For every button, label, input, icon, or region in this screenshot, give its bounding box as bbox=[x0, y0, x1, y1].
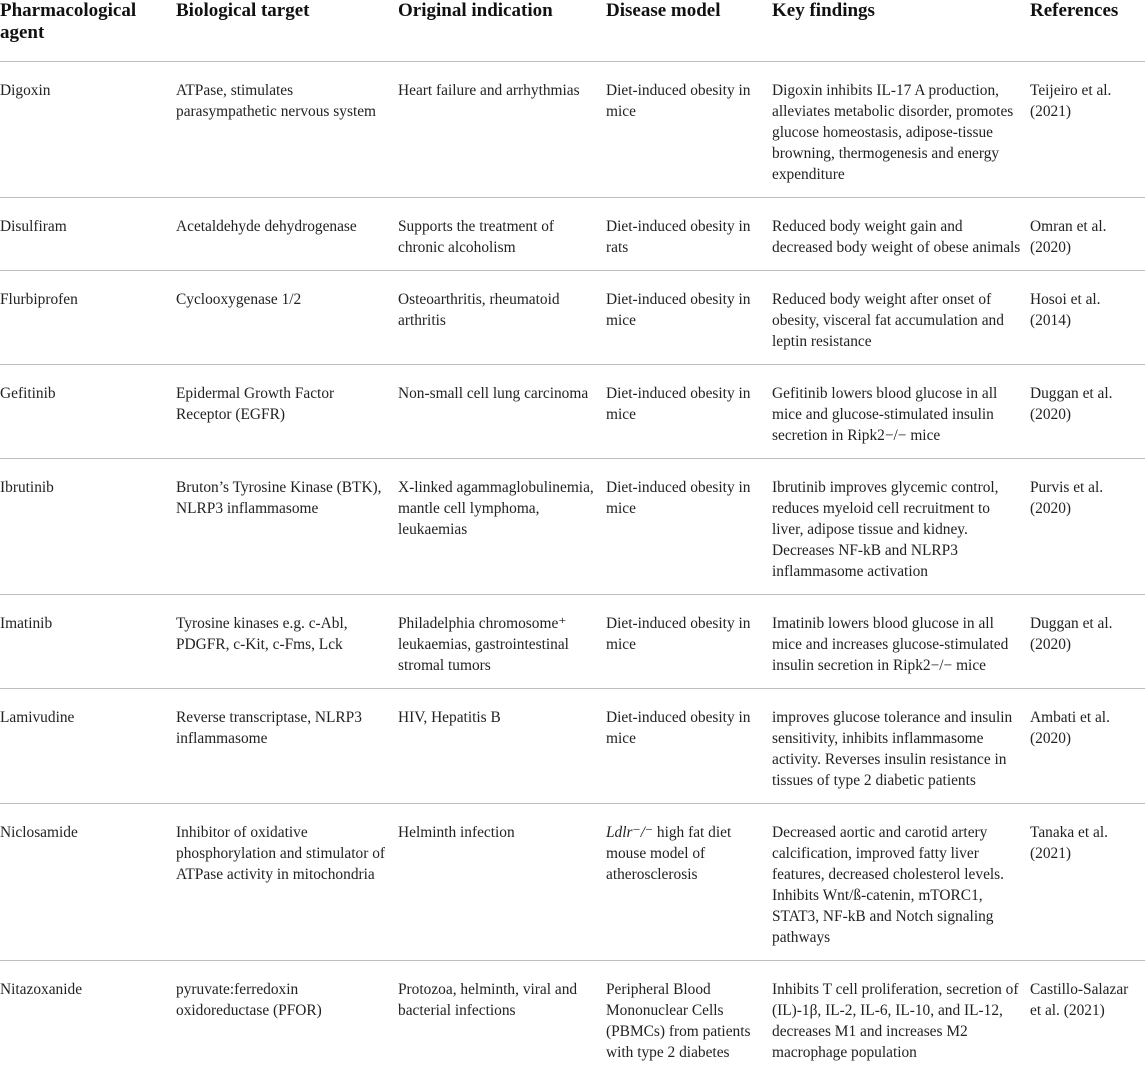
table-header bbox=[0, 0, 1145, 62]
cell-target: Reverse transcriptase, NLRP3 inflammasome bbox=[176, 689, 398, 804]
cell-reference: Purvis et al. (2020) bbox=[1030, 459, 1145, 595]
cell-findings: Imatinib lowers blood glucose in all mice and increases glucose-stimulated insulin secretion in Ripk2−/− mice bbox=[772, 595, 1030, 689]
cell-findings: Reduced body weight after onset of obesity, visceral fat accumulation and leptin resistance bbox=[772, 271, 1030, 365]
cell-reference: Teijeiro et al. (2021) bbox=[1030, 62, 1145, 198]
cell-indication: HIV, Hepatitis B bbox=[398, 689, 606, 804]
table-row-lamivudine bbox=[0, 689, 1145, 804]
cell-agent: Nitazoxanide bbox=[0, 981, 83, 998]
cell-findings: Digoxin inhibits IL-17 A production, alleviates metabolic disorder, promotes glucose homeostasis, adipose-tissue browning, thermogenesis and energy expenditure bbox=[772, 62, 1030, 198]
cell-model: Peripheral Blood Mononuclear Cells (PBMCs) from patients with type 2 diabetes bbox=[606, 981, 751, 1061]
cell-target: pyruvate:ferredoxin oxidoreductase (PFOR) bbox=[176, 981, 322, 1019]
cell-model: Diet-induced obesity in mice bbox=[606, 271, 772, 365]
cell-findings: Gefitinib lowers blood glucose in all mice and glucose-stimulated insulin secretion in Ripk2−/− mice bbox=[772, 365, 1030, 459]
cell-findings: Ibrutinib improves glycemic control, reduces myeloid cell recruitment to liver, adipose tissue and kidney. Decreases NF-kB and NLRP3 inflammasome activation bbox=[772, 459, 1030, 595]
cell-target: Bruton’s Tyrosine Kinase (BTK), NLRP3 inflammasome bbox=[176, 459, 398, 595]
table-row-flurbiprofen bbox=[0, 271, 1145, 365]
cell-reference: Duggan et al. (2020) bbox=[1030, 595, 1145, 689]
cell-agent: Flurbiprofen bbox=[0, 271, 176, 365]
header-indication: Original indication bbox=[398, 0, 606, 62]
table-row-nitazoxanide bbox=[0, 961, 1145, 1064]
cell-indication: Helminth infection bbox=[398, 804, 606, 961]
table-row-niclosamide bbox=[0, 804, 1145, 961]
cell-agent: Digoxin bbox=[0, 62, 176, 198]
header-model: Disease model bbox=[606, 0, 772, 62]
table-row-digoxin bbox=[0, 62, 1145, 198]
cell-model: Diet-induced obesity in rats bbox=[606, 198, 772, 271]
model-text: high fat diet mouse model of atherosclerosis bbox=[606, 824, 732, 883]
cell-indication: Osteoarthritis, rheumatoid arthritis bbox=[398, 271, 606, 365]
cell-indication: X-linked agammaglobulinemia, mantle cell lymphoma, leukaemias bbox=[398, 459, 606, 595]
cell-model: Diet-induced obesity in mice bbox=[606, 595, 772, 689]
cell-reference: Hosoi et al. (2014) bbox=[1030, 271, 1145, 365]
cell-reference: Tanaka et al. (2021) bbox=[1030, 804, 1145, 961]
header-row bbox=[0, 0, 1145, 62]
cell-agent: Ibrutinib bbox=[0, 459, 176, 595]
cell-target: Epidermal Growth Factor Receptor (EGFR) bbox=[176, 365, 398, 459]
cell-agent: Gefitinib bbox=[0, 365, 176, 459]
cell-indication: Non-small cell lung carcinoma bbox=[398, 365, 606, 459]
cell-indication: Protozoa, helminth, viral and bacterial infections bbox=[398, 981, 578, 1019]
cell-reference: Omran et al. (2020) bbox=[1030, 198, 1145, 271]
table-row-disulfiram bbox=[0, 198, 1145, 271]
cell-target: Cyclooxygenase 1/2 bbox=[176, 271, 398, 365]
header-references: References bbox=[1030, 0, 1145, 62]
cell-agent: Imatinib bbox=[0, 595, 176, 689]
cell-model: Diet-induced obesity in mice bbox=[606, 459, 772, 595]
table-body bbox=[0, 62, 1145, 1064]
gene-name: Ldlr⁻/⁻ bbox=[606, 824, 654, 841]
header-findings: Key findings bbox=[772, 0, 1030, 62]
header-agent: Pharmacological agent bbox=[0, 0, 176, 62]
header-target: Biological target bbox=[176, 0, 398, 62]
cell-indication: Philadelphia chromosome⁺ leukaemias, gastrointestinal stromal tumors bbox=[398, 595, 606, 689]
cell-model: Diet-induced obesity in mice bbox=[606, 62, 772, 198]
cell-agent: Niclosamide bbox=[0, 804, 176, 961]
cell-reference: Duggan et al. (2020) bbox=[1030, 365, 1145, 459]
table-row-imatinib bbox=[0, 595, 1145, 689]
table-row-gefitinib bbox=[0, 365, 1145, 459]
cell-target: ATPase, stimulates parasympathetic nervous system bbox=[176, 62, 398, 198]
cell-model bbox=[606, 804, 772, 961]
cell-target: Inhibitor of oxidative phosphorylation and stimulator of ATPase activity in mitochondria bbox=[176, 804, 398, 961]
cell-reference: Ambati et al. (2020) bbox=[1030, 689, 1145, 804]
cell-target: Acetaldehyde dehydrogenase bbox=[176, 198, 398, 271]
cell-target: Tyrosine kinases e.g. c-Abl, PDGFR, c-Kit, c-Fms, Lck bbox=[176, 595, 398, 689]
cell-findings: Reduced body weight gain and decreased body weight of obese animals bbox=[772, 198, 1030, 271]
cell-reference: Castillo-Salazar et al. (2021) bbox=[1030, 981, 1129, 1019]
table-row-ibrutinib bbox=[0, 459, 1145, 595]
cell-agent: Lamivudine bbox=[0, 689, 176, 804]
cell-agent: Disulfiram bbox=[0, 198, 176, 271]
cell-findings: Inhibits T cell proliferation, secretion of (IL)-1β, IL-2, IL-6, IL-10, and IL-12, decreases M1 and increases M2 macrophage population bbox=[772, 981, 1019, 1061]
cell-model: Diet-induced obesity in mice bbox=[606, 365, 772, 459]
cell-indication: Heart failure and arrhythmias bbox=[398, 62, 606, 198]
cell-model: Diet-induced obesity in mice bbox=[606, 689, 772, 804]
cell-findings: Decreased aortic and carotid artery calcification, improved fatty liver features, decreased cholesterol levels. Inhibits Wnt/ß-catenin, mTORC1, STAT3, NF-kB and Notch signaling pathways bbox=[772, 804, 1030, 961]
cell-findings: improves glucose tolerance and insulin sensitivity, inhibits inflammasome activity. Reverses insulin resistance in tissues of type 2 diabetic patients bbox=[772, 689, 1030, 804]
cell-indication: Supports the treatment of chronic alcoholism bbox=[398, 198, 606, 271]
